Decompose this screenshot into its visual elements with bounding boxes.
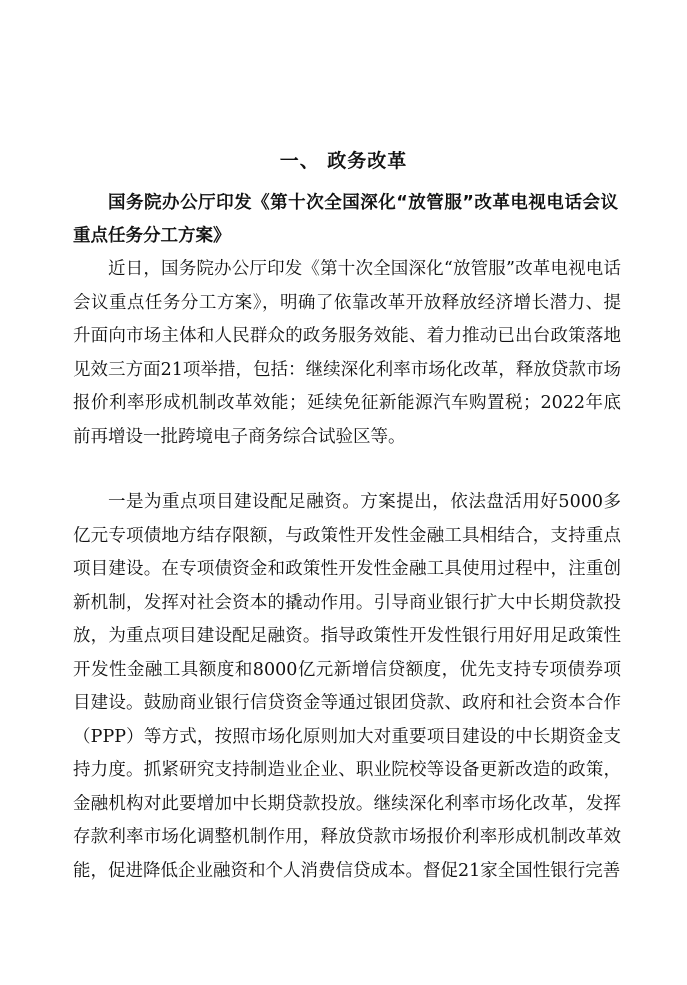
document-title: 国务院办公厅印发《第十次全国深化“放管服”改革电视电话会议重点任务分工方案》 — [73, 193, 618, 246]
body-paragraph: 近日，国务院办公厅印发《第十次全国深化“放管服”改革电视电话会议重点任务分工方案》，明确了依靠改革开放释放经济增长潜力、提升面向市场主体和人民群众的政务服务效能、着力推动已出台政策落地见效三方面21项举措，包括：继续深化利率市场化改革，释放贷款市场报价利率形成机制改革效能；延续免征新能源汽车购置税；2022年底前再增设一批跨境电子商务综合试验区等。 — [73, 259, 621, 447]
section-heading: 一、 政务改革 — [279, 150, 408, 172]
body-paragraph: 一是为重点项目建设配足融资。方案提出，依法盘活用好5000多亿元专项债地方结存限额，与政策性开发性金融工具相结合，支持重点项目建设。在专项债资金和政策性开发性金融工具使用过程中，注重创新机制，发挥对社会资本的撬动作用。引导商业银行扩大中长期贷款投放，为重点项目建设配足融资。指导政策性开发性银行用好用足政策性开发性金融工具额度和8000亿元新增信贷额度，优先支持专项债券项目建设。鼓励商业银行信贷资金等通过银团贷款、政府和社会资本合作（PPP）等方式，按照市场化原则加大对重要项目建设的中长期资金支持力度。抓紧研究支持制造业企业、职业院校等设备更新改造的政策，金融机构对此要增加中长期贷款投放。继续深化利率市场化改革，发挥存款利率市场化调整机制作用，释放贷款市场报价利率形成机制改革效能，促进降低企业融资和个人消费信贷成本。督促21家全国性银行完善 — [73, 492, 621, 881]
